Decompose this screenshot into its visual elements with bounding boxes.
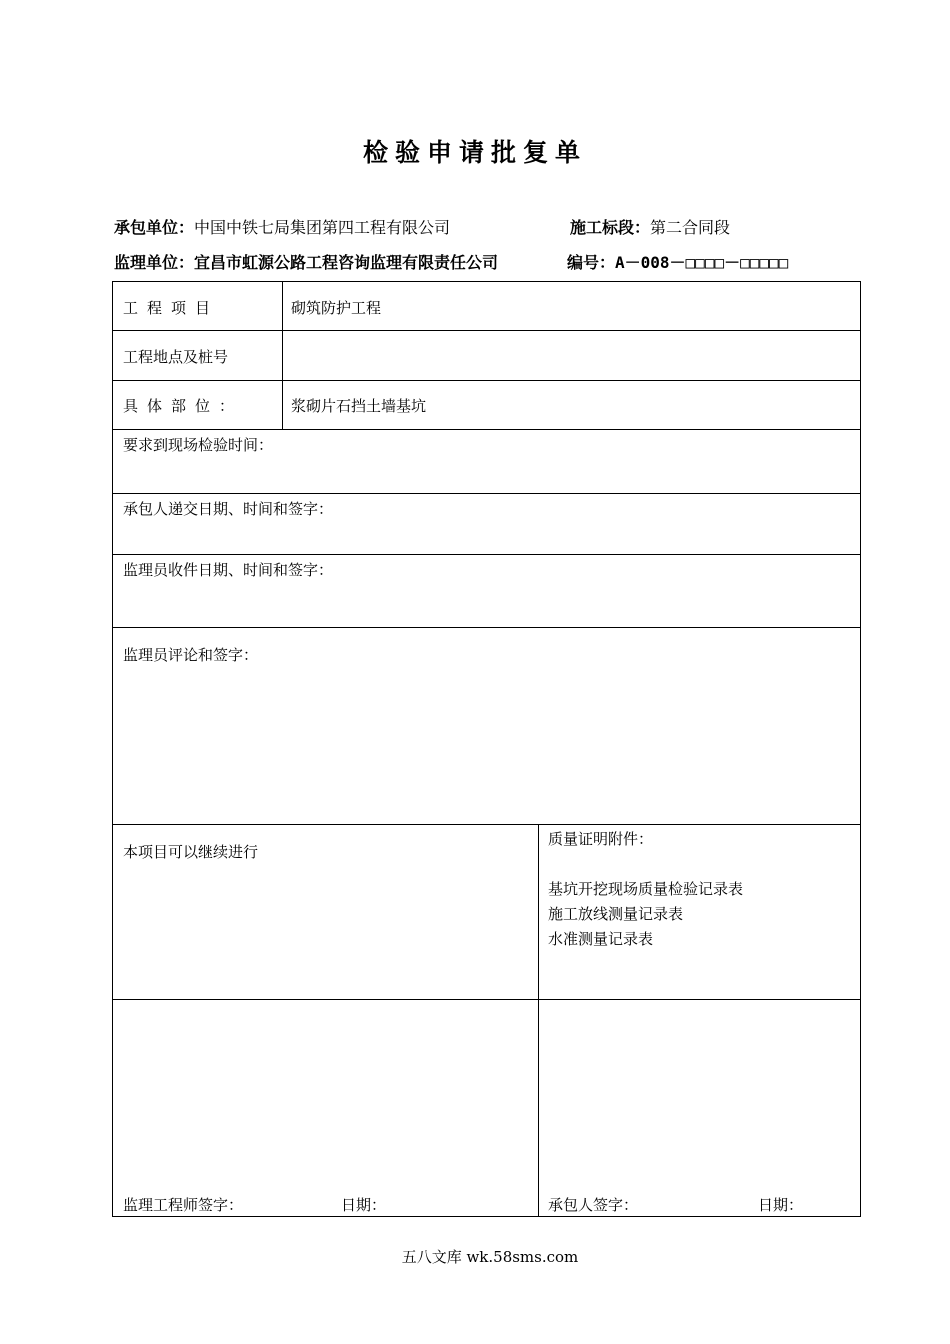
inspection-form-table <box>112 281 861 1217</box>
continue-text: 本项目可以继续进行 <box>123 843 259 861</box>
row-divider <box>113 999 860 1000</box>
attachment-item: 基坑开挖现场质量检验记录表 <box>548 880 744 898</box>
contractor-line <box>114 215 450 238</box>
row-divider <box>113 429 860 430</box>
contractor-submit-label: 承包人递交日期、时间和签字： <box>123 500 334 518</box>
project-label: 工程项目 <box>123 299 220 317</box>
attachment-item: 施工放线测量记录表 <box>548 905 684 923</box>
supervisor-value: 宜昌市虹源公路工程咨询监理有限责任公司 <box>194 253 499 272</box>
column-divider <box>538 824 539 1216</box>
supervisor-label: 监理单位： <box>114 253 195 272</box>
contractor-label: 承包单位： <box>114 218 195 237</box>
engineer-date-label: 日期： <box>341 1196 387 1214</box>
row-divider <box>113 380 860 381</box>
part-label: 具体部位： <box>123 397 244 415</box>
footer-watermark: 五八文库 wk.58sms.com <box>401 1248 579 1266</box>
section-label: 施工标段： <box>570 218 651 237</box>
supervisor-receive-label: 监理员收件日期、时间和签字： <box>123 561 334 579</box>
engineer-sign-label: 监理工程师签字： <box>123 1196 244 1214</box>
part-value: 浆砌片石挡土墙基坑 <box>291 397 427 415</box>
row-divider <box>113 824 860 825</box>
attachments-label: 质量证明附件： <box>548 830 654 848</box>
number-value: A－008－□□□□－□□□□□ <box>615 253 789 272</box>
supervisor-comment-label: 监理员评论和签字： <box>123 646 259 664</box>
number-line <box>567 250 788 273</box>
contractor-sign-label: 承包人签字： <box>548 1196 639 1214</box>
attachment-item: 水准测量记录表 <box>548 930 654 948</box>
page-title: 检验申请批复单 <box>362 138 587 167</box>
row-divider <box>113 330 860 331</box>
supervisor-line <box>114 250 498 273</box>
section-line <box>570 215 730 238</box>
contractor-value: 中国中铁七局集团第四工程有限公司 <box>194 218 451 237</box>
number-label: 编号： <box>567 253 616 272</box>
section-value: 第二合同段 <box>650 218 731 237</box>
inspection-time-label: 要求到现场检验时间： <box>123 436 274 454</box>
row-divider <box>113 554 860 555</box>
column-divider <box>282 282 283 429</box>
location-label: 工程地点及桩号 <box>123 348 229 366</box>
row-divider <box>113 493 860 494</box>
contractor-date-label: 日期： <box>758 1196 804 1214</box>
row-divider <box>113 627 860 628</box>
project-value: 砌筑防护工程 <box>291 299 382 317</box>
